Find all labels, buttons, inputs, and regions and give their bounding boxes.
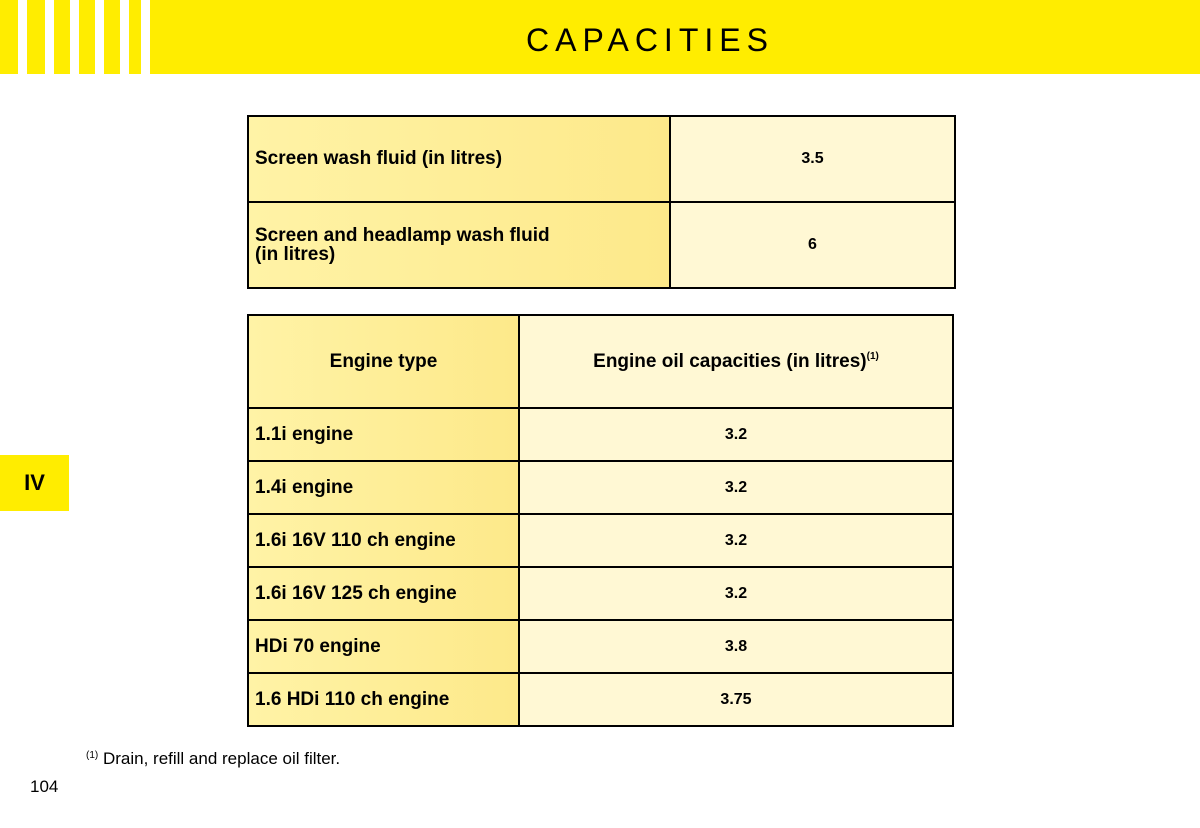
- row-label: (in litres): [255, 244, 336, 265]
- row-value: 6: [808, 236, 817, 253]
- table-value-cell: [670, 202, 955, 288]
- capacity-cell: [519, 620, 953, 673]
- capacity-value: 3.8: [724, 637, 748, 655]
- footnote-text: Drain, refill and replace oil filter.: [102, 749, 341, 768]
- header-stripe: [18, 0, 27, 74]
- engine-label: 1.6i 16V 110 ch engine: [255, 529, 456, 551]
- capacity-value: 3.2: [724, 584, 748, 602]
- table-row: [248, 408, 953, 461]
- header-stripe: [70, 0, 79, 74]
- row-label: Screen wash fluid (in litres): [255, 148, 503, 169]
- capacity-cell: [519, 514, 953, 567]
- header-stripe: [95, 0, 104, 74]
- footnote: [86, 749, 340, 769]
- table-row: [248, 461, 953, 514]
- capacity-cell: [519, 673, 953, 726]
- capacity-cell: [519, 567, 953, 620]
- table-row: [248, 514, 953, 567]
- engine-label: 1.6i 16V 125 ch engine: [255, 582, 457, 604]
- column-header-label: Engine oil capacities (in litres): [593, 350, 867, 372]
- engine-cell: [248, 408, 519, 461]
- engine-cell: [248, 620, 519, 673]
- engine-cell: [248, 514, 519, 567]
- table-label-cell: [248, 116, 670, 202]
- engine-cell: [248, 673, 519, 726]
- engine-cell: [248, 461, 519, 514]
- header-stripe: [120, 0, 129, 74]
- engine-cell: [248, 567, 519, 620]
- section-tab: IV: [0, 455, 69, 511]
- capacity-cell: [519, 461, 953, 514]
- table-label-cell: [248, 202, 670, 288]
- capacity-value: 3.75: [720, 690, 752, 708]
- page-number: 104: [30, 777, 59, 796]
- header-stripe: [141, 0, 150, 74]
- table-row: [248, 202, 955, 288]
- header-stripe: [45, 0, 54, 74]
- table-row: [248, 620, 953, 673]
- page-title: CAPACITIES: [526, 22, 774, 58]
- footnote-reference: (1): [866, 350, 879, 362]
- engine-label: HDi 70 engine: [255, 635, 381, 657]
- capacity-value: 3.2: [724, 425, 748, 443]
- engine-label: 1.4i engine: [255, 476, 354, 498]
- engine-oil-table: [247, 314, 954, 727]
- engine-label: 1.6 HDi 110 ch engine: [255, 688, 450, 710]
- footnote-marker: (1): [86, 750, 99, 761]
- capacity-value: 3.2: [724, 478, 748, 496]
- table-value-cell: [670, 116, 955, 202]
- column-header-label: Engine type: [329, 350, 438, 372]
- table-row: [248, 673, 953, 726]
- row-label: Screen and headlamp wash fluid: [255, 225, 550, 246]
- column-header-engine-type: [248, 315, 519, 408]
- table-row: [248, 116, 955, 202]
- capacity-cell: [519, 408, 953, 461]
- capacity-value: 3.2: [724, 531, 748, 549]
- row-value: 3.5: [801, 150, 824, 167]
- engine-label: 1.1i engine: [255, 423, 354, 445]
- wash-fluid-table: [247, 115, 956, 289]
- column-header-oil-capacity: [519, 315, 953, 408]
- table-header-row: [248, 315, 953, 408]
- table-row: [248, 567, 953, 620]
